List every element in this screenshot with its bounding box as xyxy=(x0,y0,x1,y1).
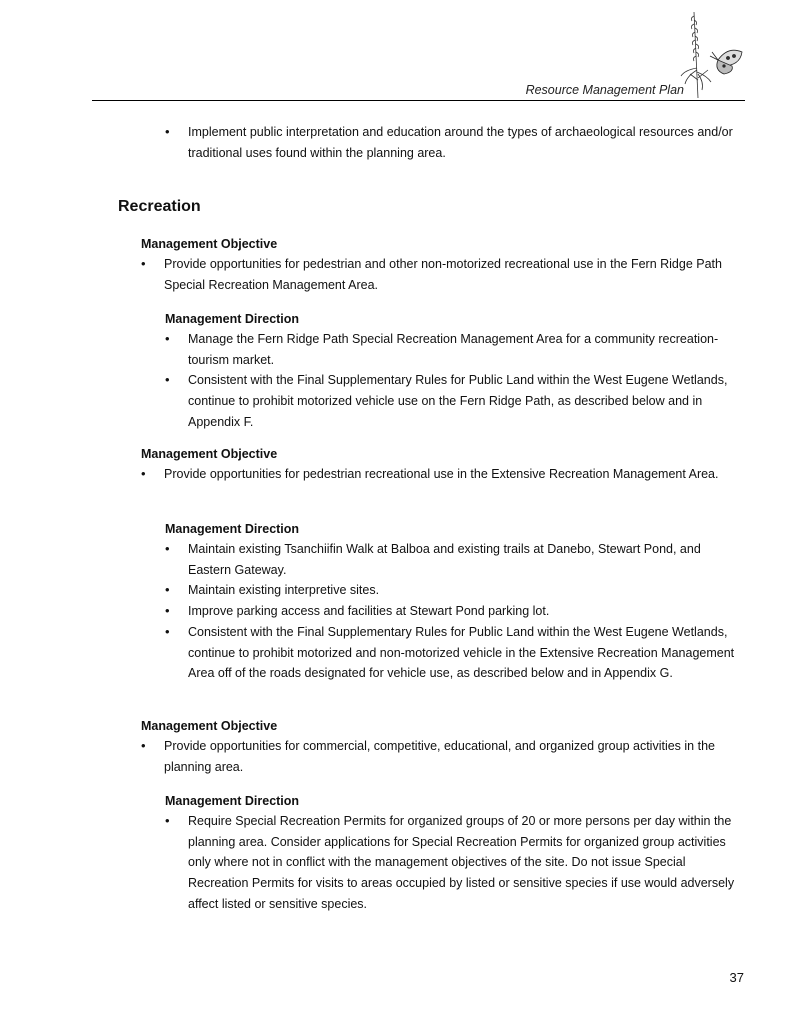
running-header-title: Resource Management Plan xyxy=(525,83,684,97)
objective-text: • Provide opportunities for pedestrian and other non-motorized recreational use in the Fern Ridge Path Special Recreation Management Area. xyxy=(164,254,739,295)
direction-list xyxy=(188,811,740,915)
list-item: • Consistent with the Final Supplementary Rules for Public Land within the West Eugene Wetlands, continue to prohibit motorized and non-motorized vehicle in the Extensive Recreation Management Area off of the roads designated for vehicle use, as described below and in Appendix G. xyxy=(188,622,736,684)
list-item: • Implement public interpretation and education around the types of archaeological resources and/or traditional uses found within the planning area. xyxy=(188,122,748,163)
objective-list xyxy=(164,254,739,295)
management-objective-block xyxy=(141,444,741,485)
management-objective-block xyxy=(141,234,741,295)
management-direction-block xyxy=(165,309,740,433)
direction-heading: Management Direction xyxy=(165,312,300,326)
header-flower-butterfly-illustration xyxy=(680,8,744,100)
list-item: • Require Special Recreation Permits for organized groups of 20 or more persons per day within the planning area. Consider applications for Special Recreation Permits for organized group activities only where not in conflict with the management objectives of the site. Do not issue Special Recreation Permits for visits to areas occupied by listed or sensitive species if use would adversely affect listed or sensitive species. xyxy=(188,811,740,915)
objective-text: • Provide opportunities for commercial, competitive, educational, and organized group activities in the planning area. xyxy=(164,736,739,777)
objective-heading: Management Objective xyxy=(141,447,278,461)
objective-list xyxy=(164,464,739,485)
objective-text: • Provide opportunities for pedestrian recreational use in the Extensive Recreation Management Area. xyxy=(164,464,739,485)
list-item: • Improve parking access and facilities at Stewart Pond parking lot. xyxy=(188,601,736,622)
header-divider xyxy=(92,100,745,101)
intro-bullet-list xyxy=(188,122,748,163)
list-item: • Maintain existing interpretive sites. xyxy=(188,580,736,601)
section-title: Recreation xyxy=(118,198,201,215)
objective-list xyxy=(164,736,739,777)
list-item: • Manage the Fern Ridge Path Special Recreation Management Area for a community recreation-tourism market. xyxy=(188,329,736,370)
list-item: • Maintain existing Tsanchiifin Walk at Balboa and existing trails at Danebo, Stewart Pond, and Eastern Gateway. xyxy=(188,539,736,580)
management-direction-block xyxy=(165,519,740,684)
direction-list xyxy=(188,539,736,684)
list-item: • Consistent with the Final Supplementary Rules for Public Land within the West Eugene Wetlands, continue to prohibit motorized vehicle use on the Fern Ridge Path, as described below and in Appendix F. xyxy=(188,370,736,432)
objective-heading: Management Objective xyxy=(141,237,278,251)
management-objective-block xyxy=(141,716,741,777)
page-number: 37 xyxy=(729,970,744,985)
direction-heading: Management Direction xyxy=(165,522,300,536)
objective-heading: Management Objective xyxy=(141,719,278,733)
direction-heading: Management Direction xyxy=(165,794,300,808)
management-direction-block xyxy=(165,791,740,915)
direction-list xyxy=(188,329,736,433)
